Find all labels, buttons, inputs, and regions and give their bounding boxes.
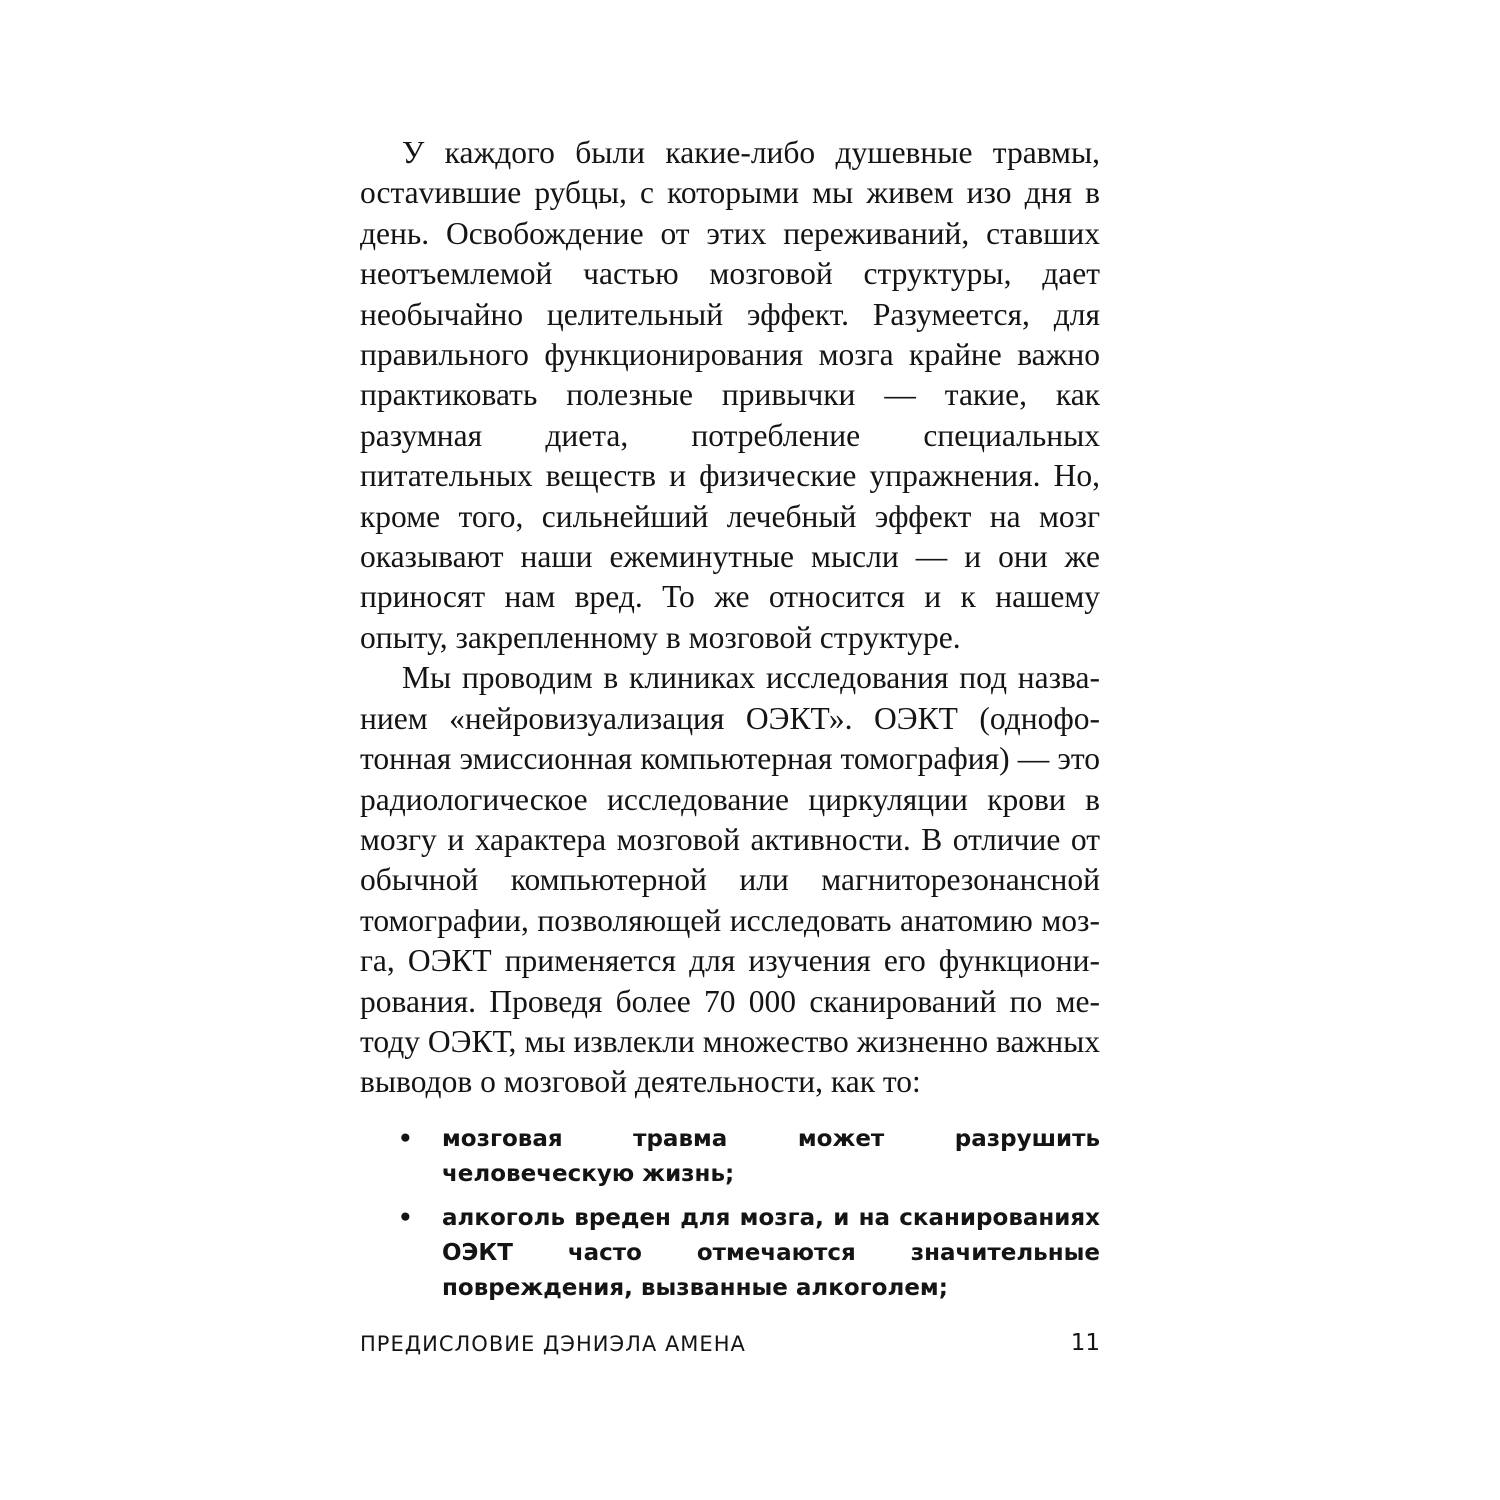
bullet-icon: • <box>398 1205 413 1231</box>
paragraph-2: Мы проводим в клиниках исследования под названием «нейровизуализация ОЭКТ». ОЭКТ (однофотонная эмиссионная компьютерная томография) — это радиологическое исследование циркуляции крови в мозгу и характера мозговой активности. В отличие от обычной компьютерной или магниторезонансной томографии, позволяющей исследовать анатомию мозга, ОЭКТ применяется для изучения его функционирования. Проведя более 70 000 сканирований по методу ОЭКТ, мы извлекли множество жизненно важных выводов о мозговой деятельности, как то: <box>360 660 1100 1100</box>
bullet-icon: • <box>398 1126 413 1152</box>
body-text <box>360 133 1100 1103</box>
running-title: ПРЕДИСЛОВИЕ ДЭНИЭЛА АМЕНА <box>360 1332 746 1356</box>
list-item <box>398 1122 1100 1192</box>
list-item-text: мозговая травма может разрушить человеческую жизнь; <box>442 1126 1100 1187</box>
bullet-list <box>398 1122 1100 1315</box>
paragraph-1: У каждого были какие-либо душевные травмы, остаvившие рубцы, с которыми мы живем изо дня в день. Освобождение от этих переживаний, ставших неотъемлемой частью мозговой структуры, дает необычайно целительный эффект. Разумеется, для правильного функционирования мозга крайне важно практиковать полезные привычки — такие, как разумная диета, потребление специальных питательных веществ и физические упражнения. Но, кроме того, сильнейший лечебный эффект на мозг оказывают наши ежеминутные мысли — и они же приносят нам вред. То же относится и к нашему опыту, закрепленному в мозговой структуре. <box>360 135 1100 655</box>
list-item-text: алкоголь вреден для мозга, и на сканированиях ОЭКТ часто отмечаются значительные повреждения, вызванные алкоголем; <box>442 1205 1100 1301</box>
list-item <box>398 1201 1100 1306</box>
page-number: 11 <box>1070 1330 1100 1356</box>
